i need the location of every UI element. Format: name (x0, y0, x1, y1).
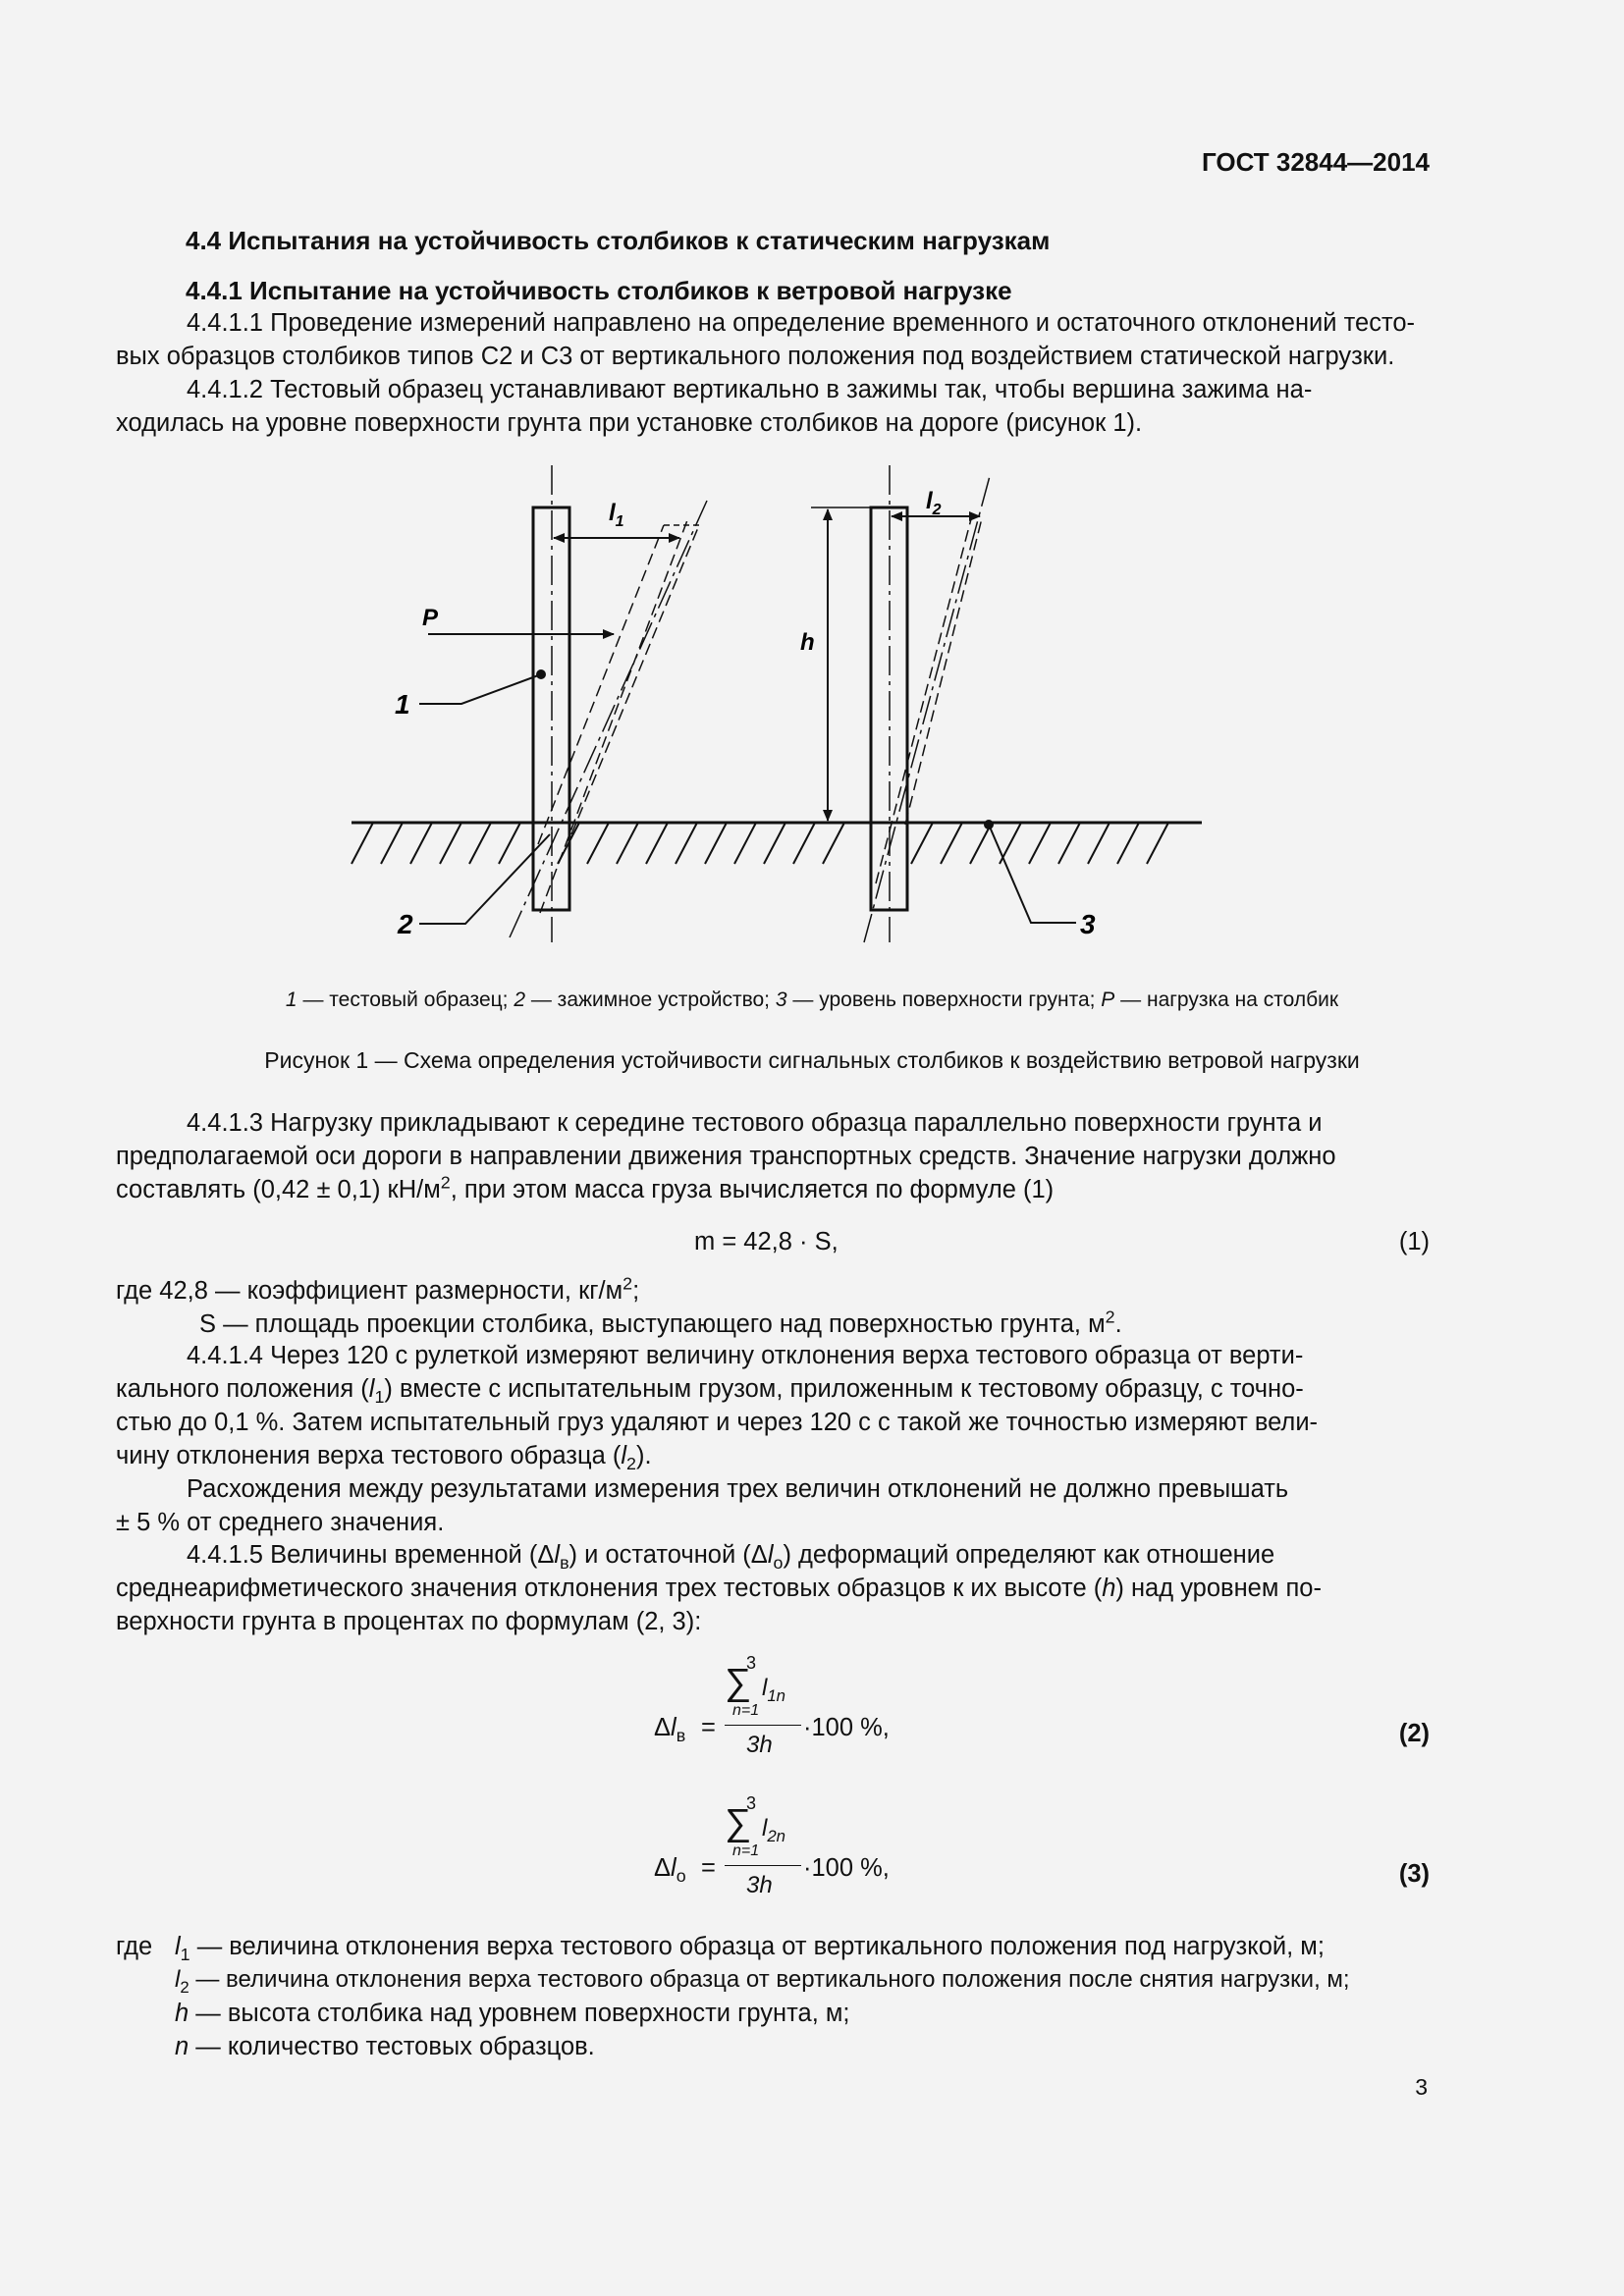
text-line: верхности грунта в процентах по формулам (2, 3): (116, 1608, 702, 1635)
paragraph-4-4-1-4 (116, 1339, 1430, 1472)
formula-3-sum-var: $l_{2n}$ (762, 1815, 786, 1845)
text-line: 4.4.1.3 Нагрузку прикладывают к середине тестового образца параллельно поверхности грунта и (187, 1109, 1323, 1137)
label-l2: $l_2$ (926, 488, 942, 518)
ground-hatch-stroke (1088, 823, 1110, 864)
text-line: 4.4.1.5 Величины временной $(\Delta l_в)$ и остаточной $(\Delta l_о)$ деформаций определяют как отношение (187, 1541, 1275, 1574)
where-line: S — площадь проекции столбика, выступающего над поверхностью грунта, $м^2$. (199, 1307, 1122, 1338)
formula-2-equals: = (701, 1714, 716, 1741)
ground-hatch-stroke (911, 823, 933, 864)
text-line: кального положения $(l_1)$ вместе с испытательным грузом, приложенным к тестовому образцу, с точно- (116, 1375, 1304, 1408)
paragraph-4-4-1-5 (116, 1538, 1430, 1638)
test-post-2 (811, 465, 1076, 942)
where-block-1 (116, 1274, 1122, 1341)
label-1: 1 (395, 689, 410, 720)
formula-1-number: (1) (1398, 1228, 1430, 1255)
formula-3-sum-top: 3 (746, 1793, 757, 1813)
where-line: h — высота столбика над уровнем поверхности грунта, м; (175, 2000, 850, 2027)
formula-3-denominator: 3h (746, 1872, 773, 1898)
ground-hatch-stroke (410, 823, 432, 864)
standard-number: ГОСТ 32844—2014 (1202, 147, 1430, 177)
formula-2-fraction-line (725, 1725, 801, 1726)
paragraph-4-4-1-3 (116, 1106, 1430, 1206)
formula-3-number: (3) (1398, 1860, 1430, 1888)
label-p: P (422, 605, 439, 631)
formula-3-equals: = (701, 1854, 716, 1882)
ground-hatch-stroke (440, 823, 461, 864)
ground-hatch-stroke (705, 823, 727, 864)
text-line: стью до 0,1 %. Затем испытательный груз удаляют и через 120 с с такой же точностью измеряют вели- (116, 1409, 1319, 1436)
formula-2-sum-bottom: n=1 (732, 1702, 760, 1719)
figure-caption: Рисунок 1 — Схема определения устойчивости сигнальных столбиков к воздействию ветровой нагрузки (264, 1047, 1360, 1073)
formula-3-tail: ·100 %, (803, 1854, 890, 1882)
formula-2-sum-top: 3 (746, 1653, 757, 1673)
text-line: среднеарифметического значения отклонения трех тестовых образцов к их высоте (h) над уровнем по- (116, 1575, 1322, 1602)
ground-hatch-stroke (823, 823, 844, 864)
where-line: n — количество тестовых образцов. (175, 2033, 595, 2060)
formula-3-fraction-line (725, 1865, 801, 1866)
label-3: 3 (1080, 909, 1096, 939)
text-line: ± 5 % от среднего значения. (116, 1509, 445, 1536)
ground-hatch-stroke (587, 823, 609, 864)
where-line: $l_2$ — величина отклонения верха тестового образца от вертикального положения после снятия нагрузки, м; (175, 1966, 1350, 1997)
page-number: 3 (1415, 2074, 1428, 2100)
text-line: 4.4.1.1 Проведение измерений направлено на определение временного и остаточного отклонений тесто- (187, 309, 1416, 337)
label-h: h (800, 629, 815, 656)
text-line: чину отклонения верха тестового образца $(l_2)$. (116, 1442, 652, 1474)
where-line: $l_1$ — величина отклонения верха тестового образца от вертикального положения под нагрузкой, м; (175, 1933, 1325, 1965)
test-post-1 (419, 465, 707, 942)
formula-2-number: (2) (1398, 1720, 1430, 1747)
where-prefix: где (116, 1933, 153, 1960)
formula-2-denominator: 3h (746, 1732, 773, 1758)
ground-hatch-stroke (941, 823, 962, 864)
formula-3-sum-bottom: n=1 (732, 1842, 760, 1859)
formula-2-sum-var: $l_{1n}$ (762, 1675, 786, 1705)
figure-keys: 1 — тестовый образец; 2 — зажимное устройство; 3 — уровень поверхности грунта; P — нагрузка на столбик (285, 988, 1339, 1011)
ground-hatch-stroke (1029, 823, 1051, 864)
ground-hatch-stroke (617, 823, 638, 864)
paragraph-discrepancy (116, 1472, 1430, 1539)
ground-hatch-stroke (469, 823, 491, 864)
where-block-2 (175, 1930, 1432, 2063)
where-line: где 42,8 — коэффициент размерности, $кг/м^2$; (116, 1273, 640, 1305)
formula-2 (654, 1653, 919, 1758)
ground-hatch-stroke (1058, 823, 1080, 864)
text-line: 4.4.1.2 Тестовый образец устанавливают вертикально в зажимы так, чтобы вершина зажима на- (187, 376, 1313, 403)
paragraph-4-4-1-1 (116, 306, 1430, 373)
formula-3 (654, 1793, 919, 1898)
figure-1-diagram (0, 452, 1624, 962)
ground-hatch-stroke (352, 823, 373, 864)
text-line: составлять (0,42 ± 0,1) $кН/м^2$, при этом масса груза вычисляется по формуле (1) (116, 1172, 1055, 1203)
ground-line (352, 823, 1202, 864)
label-l1: $l_1$ (609, 500, 624, 530)
text-line: 4.4.1.4 Через 120 с рулеткой измеряют величину отклонения верха тестового образца от верти- (187, 1342, 1304, 1369)
ground-hatch-stroke (1147, 823, 1168, 864)
text-line: предполагаемой оси дороги в направлении движения транспортных средств. Значение нагрузки должно (116, 1143, 1336, 1170)
text-line: Расхождения между результатами измерения трех величин отклонений не должно превышать (187, 1475, 1289, 1503)
ground-hatch-stroke (793, 823, 815, 864)
formula-1: m = 42,8 · S, (694, 1228, 839, 1255)
ground-hatch-stroke (676, 823, 697, 864)
formula-2-tail: ·100 %, (803, 1714, 890, 1741)
formula-3-sum-sign: ∑ (725, 1802, 752, 1843)
section-4-4-1-title: 4.4.1 Испытание на устойчивость столбиков к ветровой нагрузке (186, 276, 1012, 305)
formula-2-sum-sign: ∑ (725, 1662, 752, 1703)
ground-hatch-stroke (1117, 823, 1139, 864)
label-2: 2 (398, 909, 413, 939)
text-line: ходилась на уровне поверхности грунта при установке столбиков на дороге (рисунок 1). (116, 409, 1143, 437)
ground-hatch-stroke (764, 823, 785, 864)
ground-hatch-stroke (734, 823, 756, 864)
formula-2-lhs: $\Delta l_в$ (654, 1714, 686, 1746)
paragraph-4-4-1-2 (116, 373, 1430, 440)
ground-hatch-stroke (646, 823, 668, 864)
formula-3-lhs: $\Delta l_о$ (654, 1854, 686, 1887)
ground-hatch-stroke (499, 823, 520, 864)
ground-hatch-stroke (381, 823, 403, 864)
text-line: вых образцов столбиков типов С2 и С3 от вертикального положения под воздействием статической нагрузки. (116, 343, 1395, 370)
section-4-4-title: 4.4 Испытания на устойчивость столбиков к статическим нагрузкам (186, 226, 1051, 255)
